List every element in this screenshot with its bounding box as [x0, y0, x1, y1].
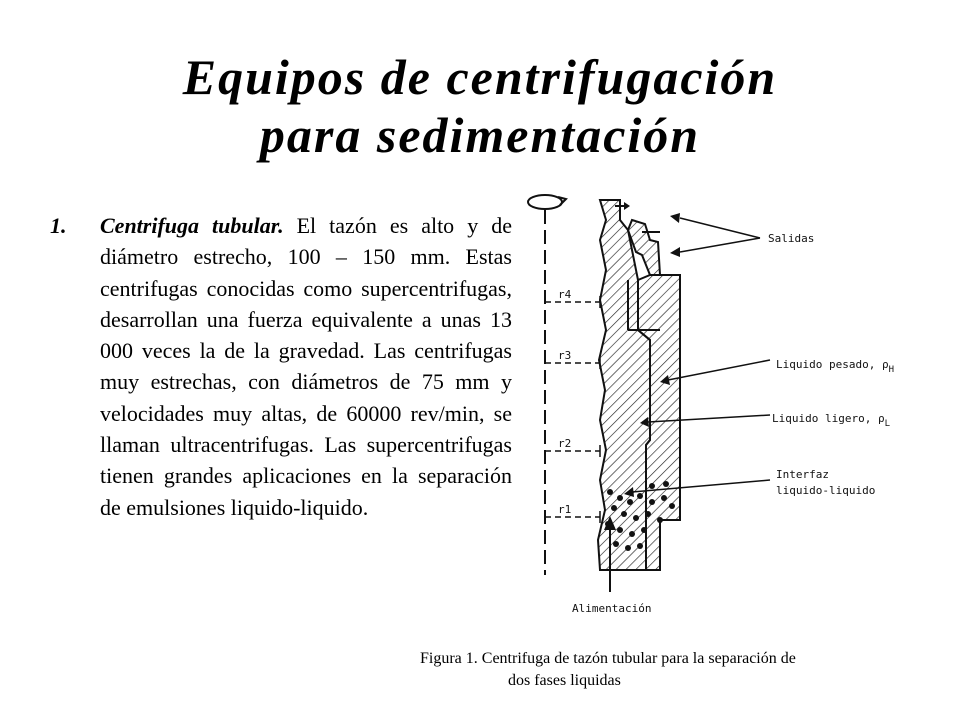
list-item-body — [100, 210, 512, 523]
title-line-1: Equipos de centrifugación — [182, 49, 778, 105]
light-outlet-arrow-head — [624, 202, 630, 210]
centrifuge-diagram-svg — [520, 180, 950, 640]
radius-markers — [545, 296, 600, 523]
list-item-heading: Centrifuga tubular. — [100, 213, 284, 238]
salidas-label: Salidas — [768, 232, 815, 245]
r1-label: r1 — [558, 503, 572, 516]
figure-caption — [420, 648, 930, 692]
heavy-liquid-label: Liquido pesado, $\rho_H$ — [776, 358, 895, 375]
rotation-icon — [528, 195, 566, 209]
feed-label: Alimentación — [572, 602, 652, 615]
r2-label: r2 — [558, 437, 572, 450]
list-item-text: El tazón es alto y de diámetro estrecho, 100 – 150 mm. Estas centrifugas conocidas como supercentrifugas, desarrollan una fuerza equivalente a unas 13 000 veces la de la gravedad. Las centrifugas muy estrechas, con diámetros de 75 mm y velocidades muy altas, de 60000 rev/min, se llaman ultracentrifugas. Las supercentrifugas tienen grandes aplicaciones en la separación de emulsiones liquido-liquido. — [100, 213, 512, 520]
page-title — [80, 48, 880, 164]
title-line-2: para sedimentación — [259, 107, 701, 163]
r3-label: r3 — [558, 349, 572, 362]
list-item — [50, 210, 512, 523]
interface-label-2: liquido-liquido — [776, 484, 876, 497]
caption-line-2: dos fases liquidas — [508, 672, 621, 689]
light-liquid-label: Liquido ligero, $\rho_L$ — [772, 412, 891, 429]
list-item-number: 1. — [50, 213, 67, 238]
interface-label-1: Interfaz — [776, 468, 829, 481]
centrifuge-diagram — [520, 180, 950, 640]
r4-label: r4 — [558, 288, 572, 301]
caption-line-1: Figura 1. Centrifuga de tazón tubular para la separación de — [420, 650, 796, 667]
